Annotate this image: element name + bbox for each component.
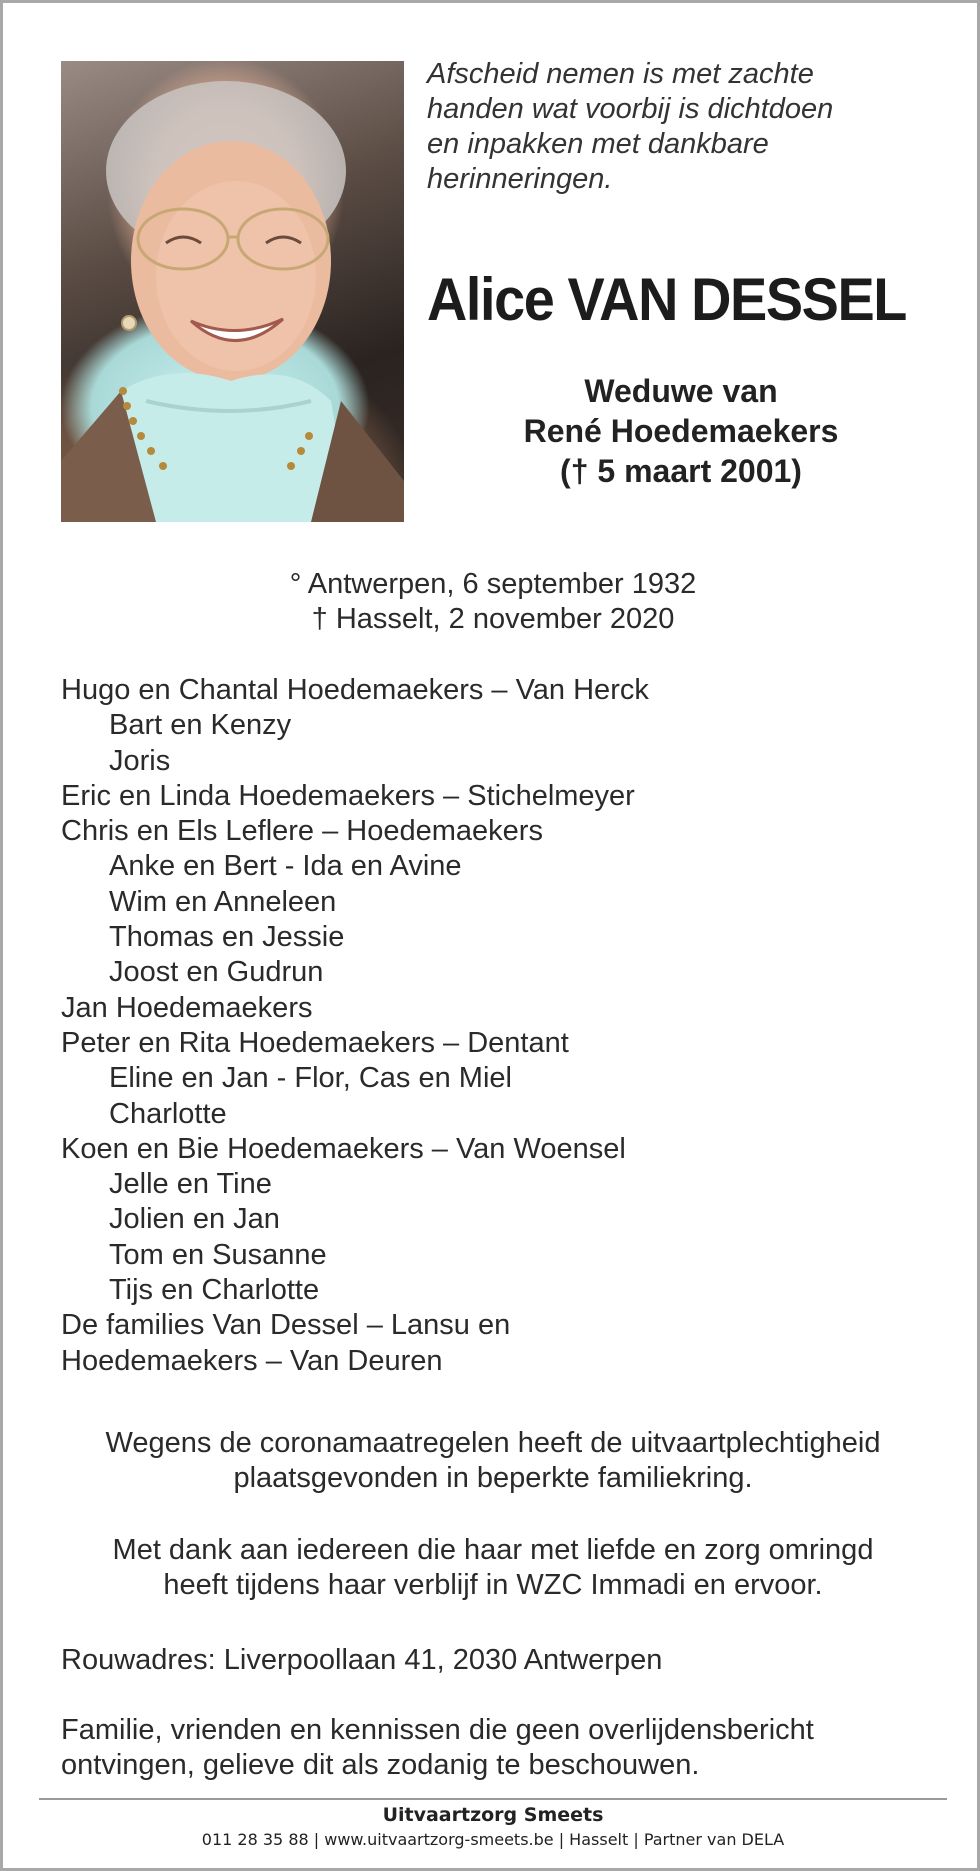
footer-info: 011 28 35 88 | www.uitvaartzorg-smeets.be | Hasselt | Partner van DELA — [201, 1830, 785, 1849]
poem-line: en inpakken met dankbare — [427, 128, 769, 160]
poem-line: Afscheid nemen is met zachte — [427, 58, 814, 90]
family-member: Hoedemaekers – Van Deuren — [61, 1344, 443, 1377]
widow-line: René Hoedemaekers — [523, 413, 839, 449]
poem-line: handen wat voorbij is dichtdoen — [427, 93, 834, 125]
corona-note — [43, 1426, 943, 1496]
family-member-grandchild: Eline en Jan - Flor, Cas en Miel — [109, 1062, 512, 1095]
poem-line: herinneringen. — [427, 163, 613, 195]
family-member-grandchild: Joost en Gudrun — [109, 956, 324, 989]
note-line: Met dank aan iedereen die haar met liefde en zorg omringd — [112, 1534, 874, 1566]
family-member: Koen en Bie Hoedemaekers – Van Woensel — [61, 1132, 626, 1165]
family-member-grandchild: Jolien en Jan — [109, 1203, 280, 1236]
family-member-grandchild: Jelle en Tine — [109, 1168, 272, 1201]
footer-company: Uitvaartzorg Smeets — [382, 1804, 604, 1826]
closing-note — [61, 1713, 941, 1783]
family-member-grandchild: Thomas en Jessie — [109, 921, 345, 954]
life-dates — [3, 567, 980, 637]
portrait-photo — [61, 61, 404, 522]
family-member: Jan Hoedemaekers — [61, 991, 313, 1024]
note-line: Wegens de coronamaatregelen heeft de uitvaartplechtigheid — [105, 1427, 881, 1459]
family-member: Hugo en Chantal Hoedemaekers – Van Herck — [61, 674, 649, 706]
widow-line: Weduwe van — [584, 373, 778, 409]
family-member-grandchild: Bart en Kenzy — [109, 709, 292, 742]
note-line: plaatsgevonden in beperkte familiekring. — [233, 1462, 753, 1494]
family-member: De families Van Dessel – Lansu en — [61, 1309, 511, 1342]
footer-divider — [39, 1798, 947, 1800]
family-member-grandchild: Tom en Susanne — [109, 1238, 327, 1271]
family-member-grandchild: Charlotte — [109, 1097, 227, 1130]
family-member-grandchild: Joris — [109, 744, 171, 777]
deceased-name: Alice VAN DESSEL — [427, 266, 906, 333]
family-member-grandchild: Anke en Bert - Ida en Avine — [109, 850, 462, 883]
widow-info — [427, 371, 935, 491]
note-line: heeft tijdens haar verblijf in WZC Immadi en ervoor. — [163, 1569, 823, 1601]
family-list — [61, 673, 941, 1379]
closing-line: Familie, vrienden en kennissen die geen overlijdensbericht — [61, 1714, 814, 1746]
mourning-address: Rouwadres: Liverpoollaan 41, 2030 Antwerpen — [61, 1644, 663, 1676]
family-member-grandchild: Tijs en Charlotte — [109, 1274, 320, 1307]
widow-line: († 5 maart 2001) — [560, 453, 802, 489]
closing-line: ontvingen, gelieve dit als zodanig te beschouwen. — [61, 1749, 700, 1781]
birth-date: ° Antwerpen, 6 september 1932 — [289, 568, 697, 600]
family-member-grandchild: Wim en Anneleen — [109, 885, 337, 918]
portrait-photo-icon — [61, 61, 404, 522]
family-member: Peter en Rita Hoedemaekers – Dentant — [61, 1026, 569, 1059]
death-date: † Hasselt, 2 november 2020 — [311, 603, 675, 635]
family-member: Eric en Linda Hoedemaekers – Stichelmeyer — [61, 779, 635, 812]
thanks-note — [43, 1533, 943, 1603]
poem — [427, 57, 947, 197]
family-member: Chris en Els Leflere – Hoedemaekers — [61, 815, 543, 848]
